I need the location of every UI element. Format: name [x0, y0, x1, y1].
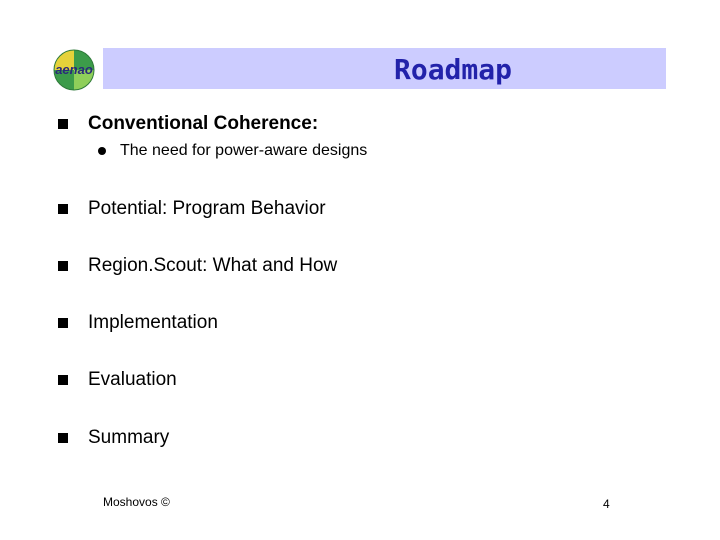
slide-title: Roadmap [393, 53, 512, 86]
bullet-item [58, 310, 218, 336]
bullet-item [58, 367, 177, 393]
bullet-label: Evaluation [88, 369, 177, 390]
bullet-item [58, 425, 169, 451]
sub-bullet-item [98, 140, 367, 162]
bullet-item [58, 111, 318, 137]
square-bullet-icon [58, 433, 68, 443]
footer-author: Moshovos © [103, 495, 170, 509]
bullet-label: Implementation [88, 312, 218, 333]
sub-bullet-label: The need for power-aware designs [120, 142, 368, 159]
bullet-item [58, 196, 326, 222]
title-bar [103, 48, 666, 89]
logo-text: aenao [55, 62, 93, 77]
square-bullet-icon [58, 375, 68, 385]
round-bullet-icon [98, 147, 106, 155]
square-bullet-icon [58, 261, 68, 271]
square-bullet-icon [58, 204, 68, 214]
bullet-label: Region.Scout: What and How [88, 255, 338, 276]
page-number: 4 [603, 497, 610, 511]
logo [48, 48, 100, 92]
bullet-label: Conventional Coherence: [88, 113, 319, 134]
square-bullet-icon [58, 318, 68, 328]
square-bullet-icon [58, 119, 68, 129]
bullet-label: Potential: Program Behavior [88, 198, 326, 219]
bullet-label: Summary [88, 427, 170, 448]
bullet-item [58, 253, 337, 279]
